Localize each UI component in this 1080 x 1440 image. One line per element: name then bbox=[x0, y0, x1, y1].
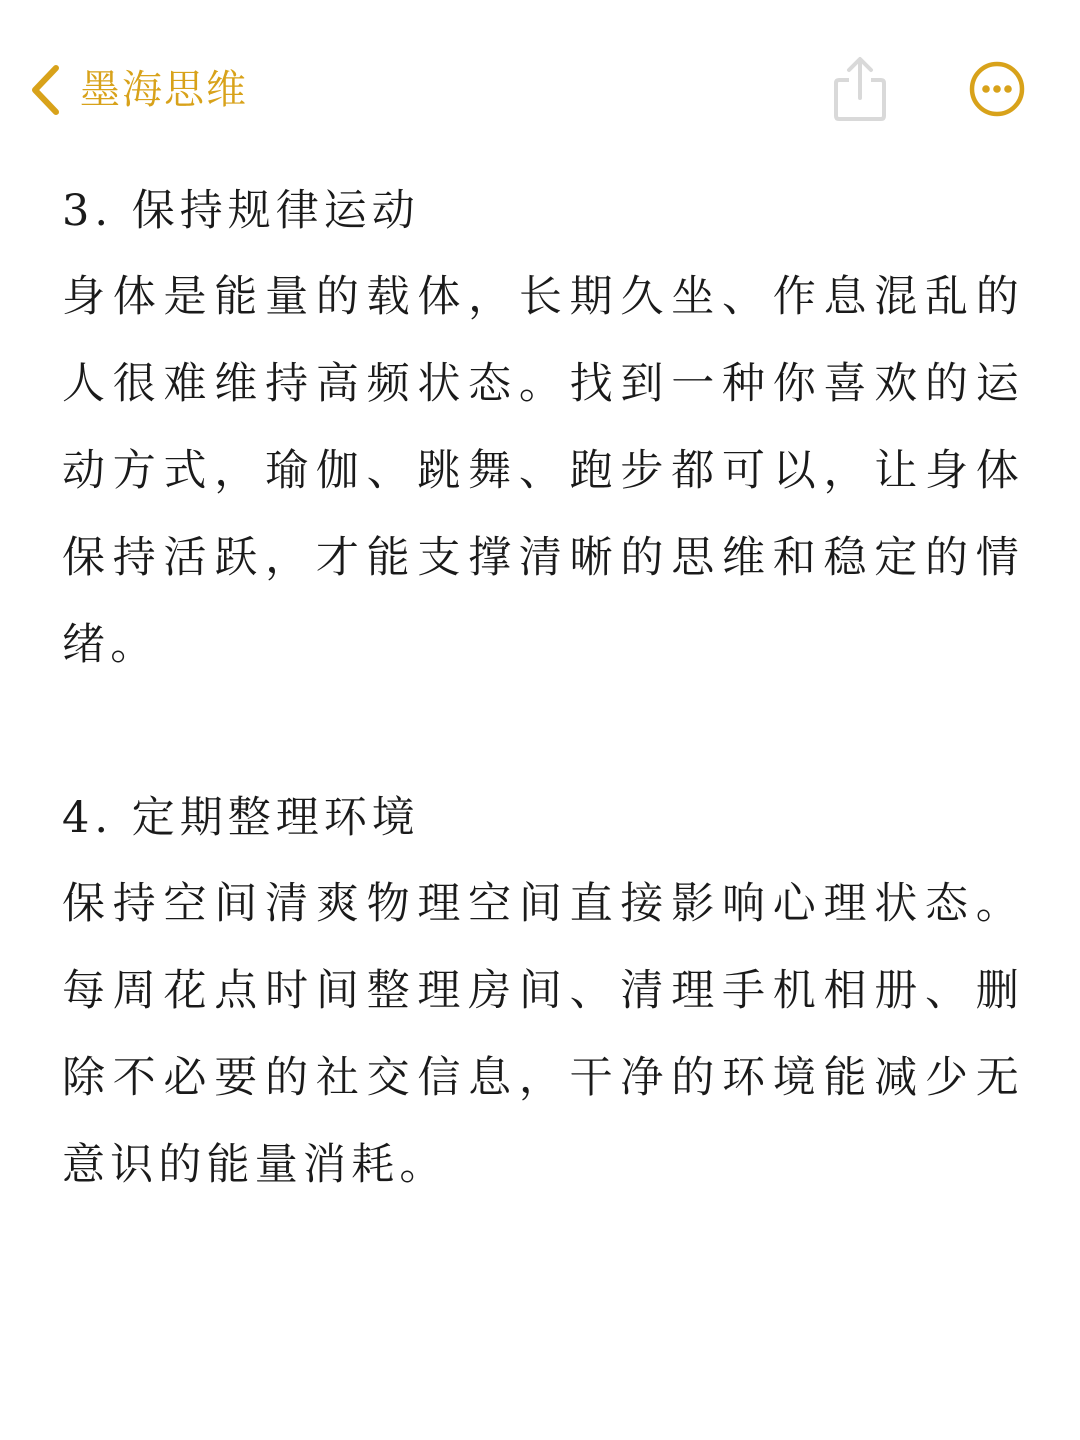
back-button[interactable] bbox=[28, 58, 248, 122]
nav-bar bbox=[0, 40, 1080, 140]
more-dots-icon bbox=[968, 103, 1026, 122]
section-body: 身体是能量的载体，长期久坐、作息混乱的人很难维持高频状态。找到一种你喜欢的运动方式，瑜伽、跳舞、跑步都可以，让身体保持活跃，才能支撑清晰的思维和稳定的情绪。 bbox=[62, 272, 1024, 670]
section-body: 保持空间清爽物理空间直接影响心理状态。每周花点时间整理房间、清理手机相册、删除不必要的社交信息，干净的环境能减少无意识的能量消耗。 bbox=[62, 879, 1024, 1190]
share-icon bbox=[830, 109, 890, 128]
section-heading: 3. 保持规律运动 bbox=[62, 186, 420, 236]
article-content bbox=[62, 168, 1024, 1209]
section-exercise bbox=[62, 168, 1024, 689]
nav-title: 墨海思维 bbox=[80, 67, 248, 113]
more-button[interactable] bbox=[968, 60, 1026, 118]
chevron-left-icon bbox=[28, 64, 62, 116]
share-button[interactable] bbox=[830, 54, 890, 124]
section-heading: 4. 定期整理环境 bbox=[62, 793, 420, 843]
section-environment bbox=[62, 775, 1024, 1209]
